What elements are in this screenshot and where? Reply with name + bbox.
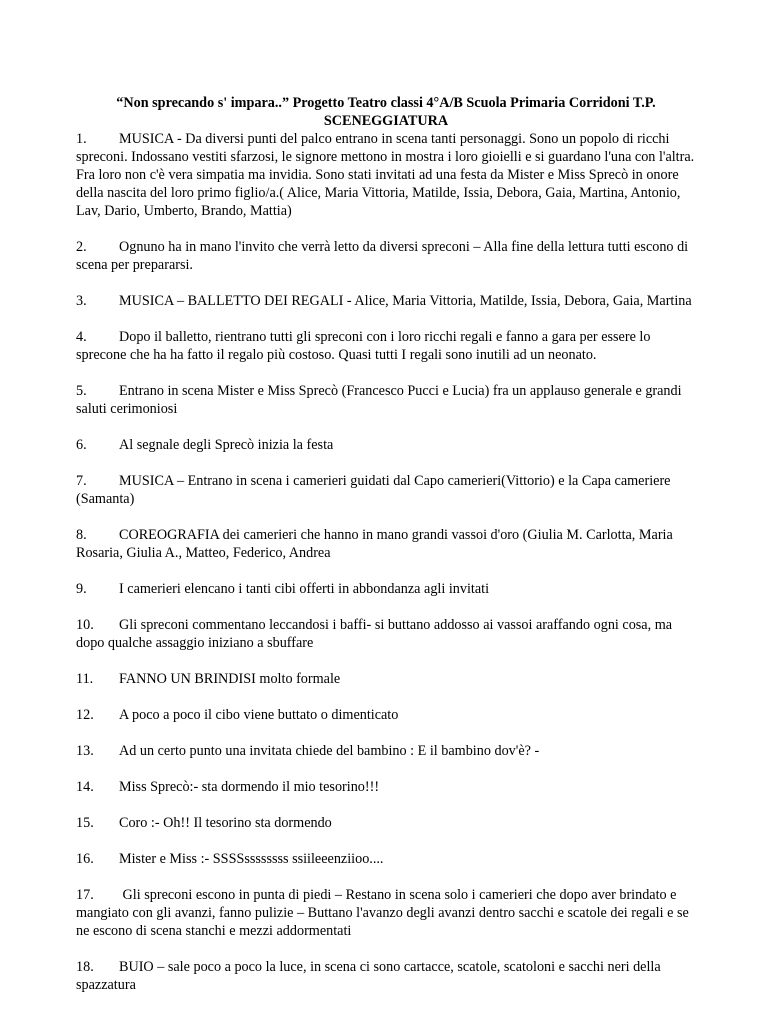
document-page xyxy=(76,94,696,1012)
scene-item xyxy=(76,706,696,724)
scene-text: Al segnale degli Sprecò inizia la festa xyxy=(119,437,334,453)
scene-number: 3. xyxy=(76,293,87,309)
scene-item xyxy=(76,328,696,364)
scene-number: 10. xyxy=(76,617,94,633)
scene-text: COREOGRAFIA dei camerieri che hanno in mano grandi vassoi d'oro (Giulia M. Carlotta, Maria Rosaria, Giulia A., Matteo, Federico, Andrea xyxy=(76,527,673,561)
document-subtitle: SCENEGGIATURA xyxy=(323,113,449,129)
scene-text: Gli spreconi commentano leccandosi i baffi- si buttano addosso ai vassoi araffando ogni cosa, ma dopo qualche assaggio iniziano a sbuffare xyxy=(76,617,673,651)
scene-item xyxy=(76,130,696,220)
scene-number: 18. xyxy=(76,959,94,975)
scene-item xyxy=(76,886,696,940)
scene-item xyxy=(76,292,696,310)
scene-text: Mister e Miss :- SSSSssssssss ssiileeenziioo.... xyxy=(119,851,384,867)
scene-item xyxy=(76,472,696,508)
scene-item xyxy=(76,742,696,760)
scene-number: 7. xyxy=(76,473,87,489)
scene-item xyxy=(76,580,696,598)
scene-number: 16. xyxy=(76,851,94,867)
scene-number: 9. xyxy=(76,581,87,597)
scene-item xyxy=(76,238,696,274)
scene-number: 5. xyxy=(76,383,87,399)
scene-number: 11. xyxy=(76,671,94,687)
scene-text: Miss Sprecò:- sta dormendo il mio tesorino!!! xyxy=(119,779,380,795)
scene-text: Dopo il balletto, rientrano tutti gli spreconi con i loro ricchi regali e fanno a gara per essere lo sprecone che ha ha fatto il regalo più costoso. Quasi tutti I regali sono inutili ad un neonato. xyxy=(76,329,651,363)
scene-number: 8. xyxy=(76,527,87,543)
scene-text: MUSICA – Entrano in scena i camerieri guidati dal Capo camerieri(Vittorio) e la Capa cameriere (Samanta) xyxy=(76,473,671,507)
scene-text: I camerieri elencano i tanti cibi offerti in abbondanza agli invitati xyxy=(119,581,490,597)
scene-text: MUSICA - Da diversi punti del palco entrano in scena tanti personaggi. Sono un popolo di ricchi spreconi. Indossano vestiti sfarzosi, le signore mettono in mostra i loro gioielli e si guardano l'una con l'altra. Fra loro non c'è vera simpatia ma invidia. Sono stati invitati ad una festa da Mister e Miss Sprecò in onore della nascita del loro primo figlio/a.( Alice, Maria Vittoria, Matilde, Issia, Debora, Gaia, Martina, Antonio, Lav, Dario, Umberto, Brando, Mattia) xyxy=(76,131,695,219)
scene-number: 14. xyxy=(76,779,94,795)
scene-text: Ad un certo punto una invitata chiede del bambino : E il bambino dov'è? - xyxy=(119,743,540,759)
scene-item xyxy=(76,850,696,868)
scene-number: 17. xyxy=(76,887,94,903)
scene-number: 2. xyxy=(76,239,87,255)
scene-number: 4. xyxy=(76,329,87,345)
scene-number: 13. xyxy=(76,743,94,759)
scene-text: FANNO UN BRINDISI molto formale xyxy=(119,671,341,687)
scene-number: 6. xyxy=(76,437,87,453)
scene-text: Gli spreconi escono in punta di piedi – Restano in scena solo i camerieri che dopo aver brindato e mangiato con gli avanzi, fanno pulizie – Buttano l'avanzo degli avanzi dentro sacchi e scatole dei regali e se ne escono di scena stanchi e mezzi addormentati xyxy=(76,887,689,939)
scene-text: Coro :- Oh!! Il tesorino sta dormendo xyxy=(119,815,332,831)
scene-number: 12. xyxy=(76,707,94,723)
scene-item xyxy=(76,670,696,688)
scene-item xyxy=(76,382,696,418)
scene-text: Entrano in scena Mister e Miss Sprecò (Francesco Pucci e Lucia) fra un applauso generale e grandi saluti cerimoniosi xyxy=(76,383,682,417)
scene-number: 1. xyxy=(76,131,87,147)
scene-text: BUIO – sale poco a poco la luce, in scena ci sono cartacce, scatole, scatoloni e sacchi neri della spazzatura xyxy=(76,959,661,993)
scene-item xyxy=(76,526,696,562)
scene-item xyxy=(76,436,696,454)
scene-text: A poco a poco il cibo viene buttato o dimenticato xyxy=(119,707,399,723)
scene-number: 15. xyxy=(76,815,94,831)
scene-item xyxy=(76,814,696,832)
scene-item xyxy=(76,778,696,796)
scene-text: Ognuno ha in mano l'invito che verrà letto da diversi spreconi – Alla fine della lettura tutti escono di scena per prepararsi. xyxy=(76,239,689,273)
document-title: “Non sprecando s' impara..” Progetto Teatro classi 4°A/B Scuola Primaria Corridoni T.P. xyxy=(116,95,656,111)
scene-item xyxy=(76,958,696,994)
scene-list xyxy=(76,130,696,994)
scene-item xyxy=(76,616,696,652)
scene-text: MUSICA – BALLETTO DEI REGALI - Alice, Maria Vittoria, Matilde, Issia, Debora, Gaia, Martina xyxy=(119,293,692,309)
